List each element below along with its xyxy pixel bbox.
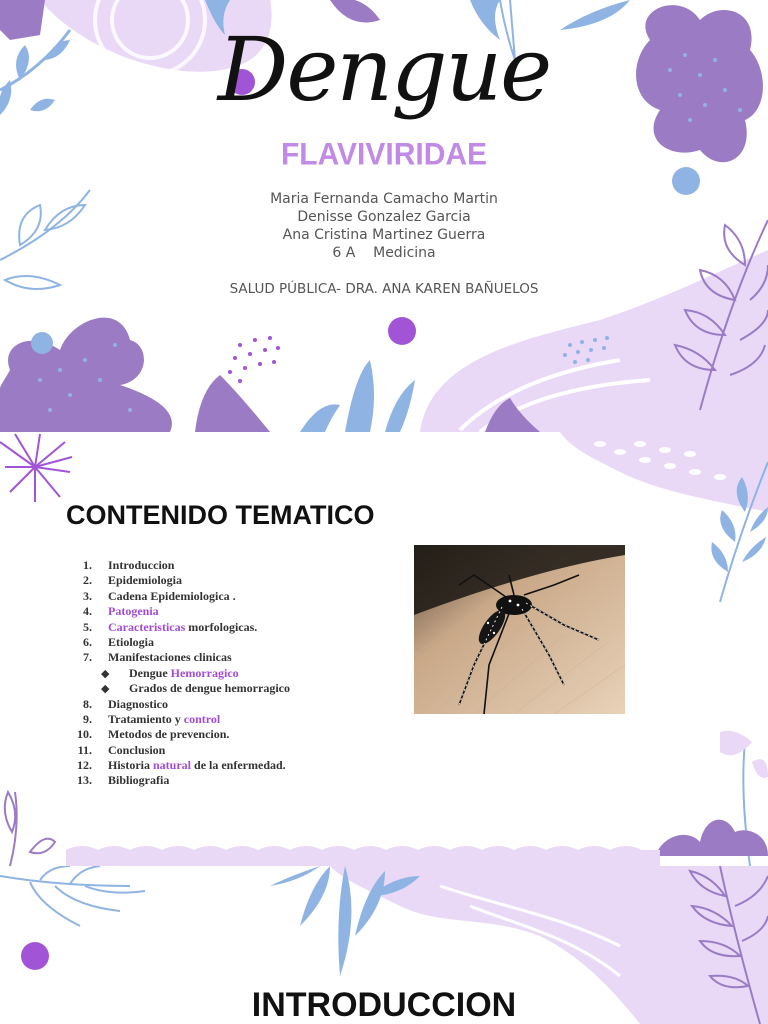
toc-item: 2. Epidemiologia: [83, 573, 183, 588]
mosquito-photo: [414, 545, 625, 714]
toc-item: 3. Cadena Epidemiologica .: [83, 588, 236, 603]
group-line: 6 A Medicina: [332, 245, 436, 261]
toc-item: 4. Patogenia: [83, 604, 159, 619]
toc-item: 11. Conclusion: [77, 742, 166, 757]
toc-item: 12. Historia natural de la enfermedad.: [77, 758, 286, 773]
diamond-bullet-icon: ◆: [101, 683, 110, 696]
toc-item: 7. Manifestaciones clinicas: [83, 650, 232, 665]
section-heading: INTRODUCCION: [251, 986, 517, 1024]
toc-subitem: ◆ Dengue Hemorragico: [56, 666, 290, 681]
authors-block: [0, 190, 768, 262]
author-line: Ana Cristina Martinez Guerra: [282, 227, 486, 243]
toc-item: 6. Etiologia: [83, 634, 155, 649]
author-line: Denisse Gonzalez Garcia: [297, 209, 471, 225]
subtitle: FLAVIVIRIDAE: [280, 137, 488, 172]
toc-item: 13. Bibliografia: [77, 773, 170, 788]
toc-item: 5. Caracteristicas morfologicas.: [83, 619, 258, 634]
course-line: SALUD PÚBLICA- DRA. ANA KAREN BAÑUELOS: [229, 281, 539, 297]
slide-title: [0, 0, 768, 432]
toc-item: 1. Introduccion: [83, 558, 175, 572]
toc-item: 9. Tratamiento y control: [83, 711, 221, 726]
toc-item: 10. Metodos de prevencion.: [77, 727, 230, 742]
toc-subitem: ◆ Grados de dengue hemorragico: [56, 681, 290, 696]
slide-contents: [0, 432, 768, 866]
author-line: Maria Fernanda Camacho Martin: [270, 191, 498, 207]
title: Dengue: [217, 18, 551, 121]
section-heading: CONTENIDO TEMATICO: [66, 500, 375, 530]
slide-introduction: [0, 866, 768, 1024]
diamond-bullet-icon: ◆: [101, 667, 110, 680]
table-of-contents: [56, 558, 290, 789]
toc-item: 8. Diagnostico: [83, 696, 168, 711]
